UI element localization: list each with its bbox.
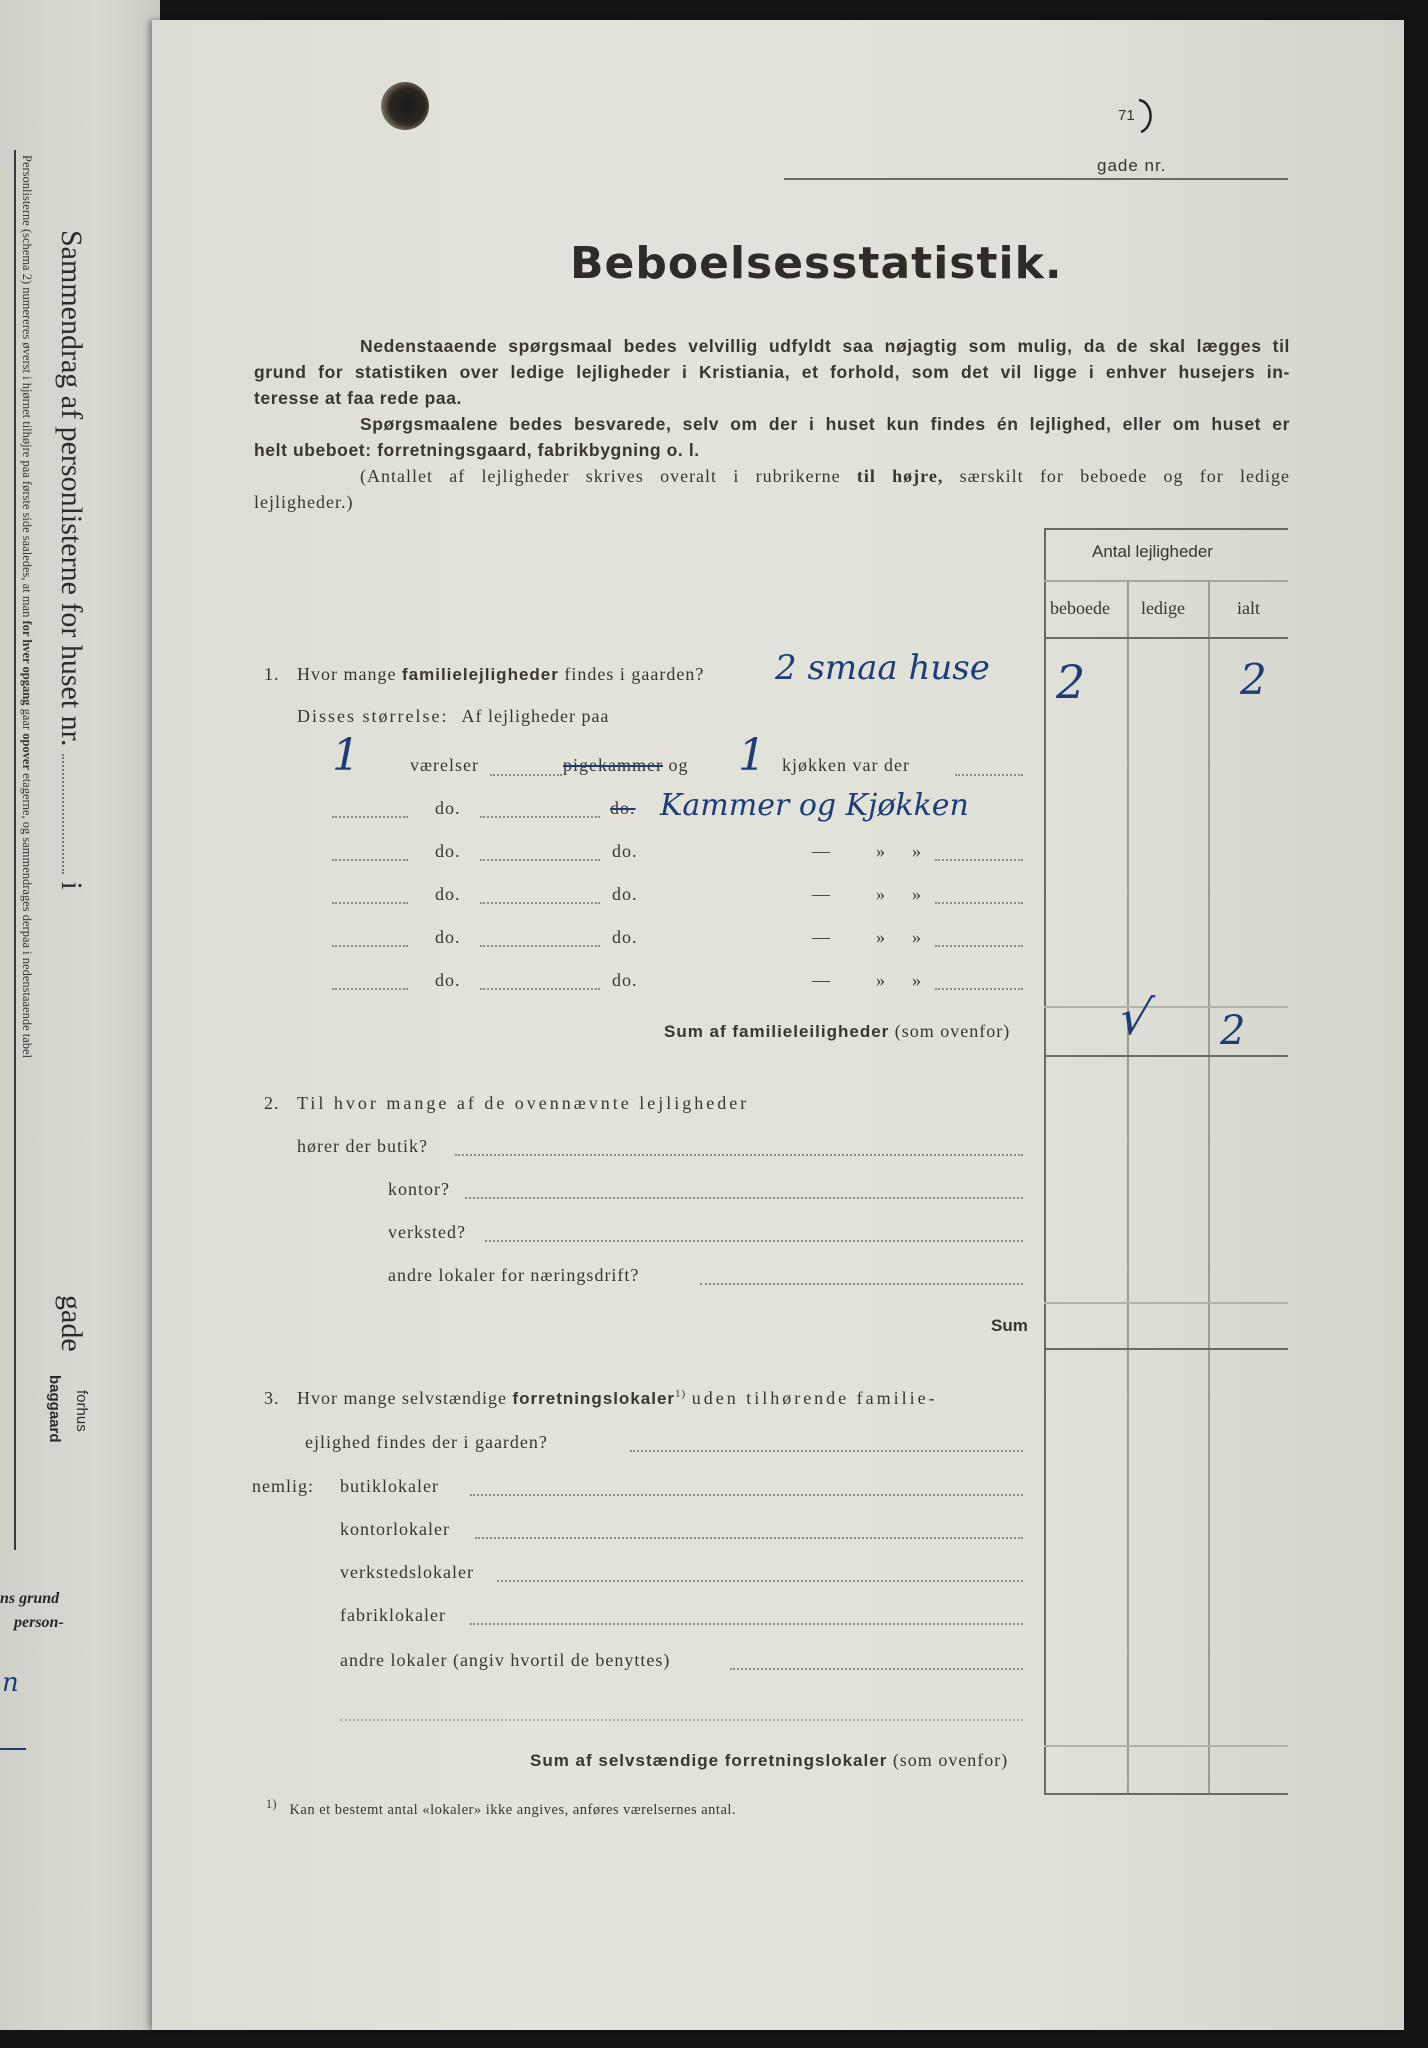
intro-p1-line3: teresse at faa rede paa.: [254, 388, 462, 408]
q3-question-line2: ejlighed findes der i gaarden?: [305, 1432, 548, 1452]
table-header-bottom: [1044, 637, 1288, 639]
q1-sum-label: [664, 1021, 1010, 1042]
q3-item-kontor: kontorlokaler: [340, 1519, 450, 1539]
q3-text-b: uden tilhørende familie-: [691, 1388, 938, 1408]
row3-do2: do.: [612, 841, 638, 861]
page-number-stamp: [1118, 96, 1159, 136]
row2-do: do.: [435, 798, 461, 818]
ink-mark-icon: [1133, 96, 1159, 136]
table-sum1-line: [1044, 1055, 1288, 1057]
table-left-border: [1044, 528, 1046, 1794]
row6-dots-b: [480, 987, 600, 990]
q1-text-a: Hvor mange: [297, 664, 397, 684]
intro-p2-line1: Spørgsmaalene bedes besvarede, selv om der i huset kun findes én lejlighed, eller om huset er: [360, 414, 1290, 434]
q3-text-a: Hvor mange selvstændige: [297, 1388, 507, 1408]
table-sum2-line: [1044, 1348, 1288, 1350]
row5-do2: do.: [612, 927, 638, 947]
row2-dots-a: [332, 815, 408, 818]
footnote-text: Kan et bestemt antal «lokaler» ikke angives, anføres værelsernes antal.: [289, 1801, 737, 1818]
q1-number: 1.: [264, 664, 280, 684]
row3-do: do.: [435, 841, 461, 861]
q1-text-bold: familielejligheder: [401, 665, 559, 684]
row5-quote-a: »: [876, 927, 886, 947]
row1-hand-vaerelser: 1: [332, 730, 360, 781]
row1-kjokken: kjøkken var der: [782, 755, 910, 775]
q1-sum-hand-ledige: √: [1114, 990, 1157, 1046]
row3-dots-b: [480, 858, 600, 861]
q1-sizes-label-b: Af lejligheder paa: [461, 706, 610, 726]
q3-sum-bold: Sum af selvstændige forretningslokaler: [530, 1751, 888, 1770]
footnote: [266, 1797, 736, 1819]
col-header-ialt: ialt: [1237, 598, 1260, 618]
row6-quote-b: »: [912, 970, 922, 990]
q3-line2-dots: [630, 1449, 1023, 1452]
row3-quote-b: »: [912, 841, 922, 861]
left-instr-mid: gaar: [20, 708, 34, 731]
q3-item-andre: andre lokaler (angiv hvortil de benyttes): [340, 1650, 671, 1670]
q3-text-bold: forretningslokaler: [512, 1389, 676, 1408]
row3-dots-a: [332, 858, 408, 861]
left-sheet-heading-suffix: i: [55, 881, 88, 890]
footnote-mark: 1): [266, 1797, 278, 1811]
table-bottom-line: [1044, 1793, 1288, 1795]
table-group-header: Antal lejligheder: [1092, 542, 1213, 561]
row5-do: do.: [435, 927, 461, 947]
q3-item-butik-dots: [470, 1493, 1023, 1496]
left-fragment-2: person-: [14, 1614, 64, 1631]
q3-item-verksted: verkstedslokaler: [340, 1562, 474, 1582]
intro-p3-b: særskilt for beboede og for ledige: [959, 466, 1291, 486]
q2-question: Til hvor mange af de ovennævnte lejligheder: [297, 1093, 750, 1113]
row4-dots-c: [935, 901, 1023, 904]
q3-sum-label: [530, 1750, 1008, 1771]
row5-quote-b: »: [912, 927, 922, 947]
q3-item-kontor-dots: [475, 1536, 1023, 1539]
row5-dots-a: [332, 944, 408, 947]
left-instr-start: Personlisterne (schema 2) numereres øverst i hjørnet tilhøjre paa første side saaledes, at man: [20, 155, 34, 618]
row4-quote-b: »: [912, 884, 922, 904]
left-hand-fragment: n: [2, 1668, 19, 1698]
q3-item-verksted-dots: [497, 1579, 1023, 1582]
gade-nr-line: [784, 178, 1288, 180]
q1-sum-hand-ialt: 2: [1220, 1008, 1246, 1054]
table-row-line-b: [1044, 1302, 1288, 1304]
left-sheet-instructions: [19, 155, 34, 1058]
q1-text-b: findes i gaarden?: [564, 664, 705, 684]
row1-vaerelser: værelser: [410, 755, 479, 775]
gade-nr-label: gade nr.: [1097, 156, 1167, 175]
left-sheet-heading-text: Sammendrag af personlisterne for huset nr.: [55, 230, 88, 747]
row2-do-struck: do.: [610, 798, 636, 818]
row6-quote-a: »: [876, 970, 886, 990]
row4-do2: do.: [612, 884, 638, 904]
row1-dots-b: [955, 773, 1023, 776]
col-header-beboede: beboede: [1050, 598, 1110, 618]
left-sheet-forhus: forhus: [73, 1390, 90, 1432]
intro-paragraphs: [254, 333, 1290, 515]
row3-dots-c: [935, 858, 1023, 861]
q2-number: 2.: [264, 1093, 280, 1113]
row6-dash: —: [812, 970, 831, 990]
row4-do: do.: [435, 884, 461, 904]
left-sheet-gade: gade: [55, 1295, 88, 1352]
table-top-line: [1044, 528, 1288, 530]
q3-item-fabrik: fabriklokaler: [340, 1605, 446, 1625]
row4-dots-a: [332, 901, 408, 904]
left-instr-bold2: opover: [20, 733, 34, 771]
q3-item-butik: butiklokaler: [340, 1476, 439, 1496]
intro-p2-line2: helt ubeboet: forretningsgaard, fabrikbygning o. l.: [254, 440, 700, 460]
row3-dash: —: [812, 841, 831, 861]
q1-sizes-label: [297, 706, 609, 727]
q2-verksted-dots: [485, 1239, 1023, 1242]
table-group-divider: [1044, 580, 1288, 582]
row6-dots-c: [935, 987, 1023, 990]
left-hand-stroke: [0, 1748, 26, 1750]
table-row-line-a: [1044, 1006, 1288, 1008]
row1-pigekammer: [563, 755, 688, 776]
row4-dash: —: [812, 884, 831, 904]
row5-dots-c: [935, 944, 1023, 947]
table-row-line-c: [1044, 1745, 1288, 1747]
left-instr-bold1: for hver opgang: [20, 620, 34, 706]
left-sheet-edge-line: [14, 150, 16, 1550]
q2-butik: hører der butik?: [297, 1136, 428, 1156]
intro-p1-line2: grund for statistiken over ledige lejligheder i Kristiania, et forhold, som det vil ligge i enhver husejers in-: [254, 362, 1290, 382]
punch-hole: [381, 82, 429, 130]
q2-verksted: verksted?: [388, 1222, 466, 1242]
left-summary-sheet: [0, 0, 160, 2030]
q1-sum-rest: (som ovenfor): [894, 1021, 1011, 1041]
page-number: 71: [1118, 106, 1135, 124]
left-instr-end: etagerne, og sammendrages derpaa i nedenstaaende tabel: [20, 773, 34, 1059]
row1-hand-kjokken: 1: [738, 730, 766, 781]
col-header-ledige: ledige: [1141, 598, 1185, 618]
q3-item-andre-dots: [730, 1667, 1023, 1670]
q2-kontor: kontor?: [388, 1179, 450, 1199]
table-col-divider-2: [1208, 580, 1210, 1794]
left-fragment-1: ns grund: [0, 1590, 60, 1607]
row5-dash: —: [812, 927, 831, 947]
q1-hand-answer: 2 smaa huse: [775, 648, 990, 688]
row4-quote-a: »: [876, 884, 886, 904]
q3-question: [297, 1388, 938, 1409]
row6-do: do.: [435, 970, 461, 990]
left-sheet-baggaard: baggaard: [46, 1375, 63, 1443]
row4-dots-b: [480, 901, 600, 904]
q1-sum-bold: Sum af familieleiligheder: [664, 1022, 890, 1041]
q3-footnote-mark: 1): [675, 1388, 687, 1400]
q3-item-fabrik-dots: [470, 1622, 1023, 1625]
row2-hand-text: Kammer og Kjøkken: [660, 788, 969, 823]
q2-andre: andre lokaler for næringsdrift?: [388, 1265, 640, 1285]
intro-p1-line1: Nedenstaaende spørgsmaal bedes velvillig udfyldt saa nøjagtig som mulig, da de skal lægges til: [360, 336, 1290, 356]
row3-quote-a: »: [876, 841, 886, 861]
table-col-divider-1: [1127, 580, 1129, 1794]
q2-andre-dots: [700, 1282, 1023, 1285]
row6-do2: do.: [612, 970, 638, 990]
page-title: Beboelsesstatistik.: [570, 238, 1063, 289]
q3-extra-dots: [340, 1718, 1023, 1721]
left-sheet-heading: [54, 230, 88, 890]
intro-p3-a: (Antallet af lejligheder skrives overalt i rubrikerne: [360, 466, 841, 486]
intro-p3-bold: til højre,: [856, 466, 944, 486]
intro-p3-line2: lejligheder.): [254, 492, 354, 512]
q1-hand-beboede: 2: [1056, 655, 1086, 709]
q1-hand-ialt: 2: [1240, 655, 1267, 704]
q2-kontor-dots: [465, 1196, 1023, 1199]
row1-pigekammer-text: pigekammer: [563, 755, 663, 775]
row1-og: og: [668, 755, 689, 775]
q3-nemlig: nemlig:: [252, 1476, 314, 1496]
row1-dots-a: [490, 773, 562, 776]
q2-sum: Sum: [991, 1316, 1028, 1335]
row2-dots-b: [480, 815, 600, 818]
q1-sizes-label-a: Disses størrelse:: [297, 706, 449, 726]
q3-number: 3.: [264, 1388, 280, 1408]
q3-sum-rest: (som ovenfor): [892, 1750, 1009, 1770]
row5-dots-b: [480, 944, 600, 947]
row6-dots-a: [332, 987, 408, 990]
q2-butik-dots: [455, 1153, 1023, 1156]
q1-question: [297, 664, 704, 685]
